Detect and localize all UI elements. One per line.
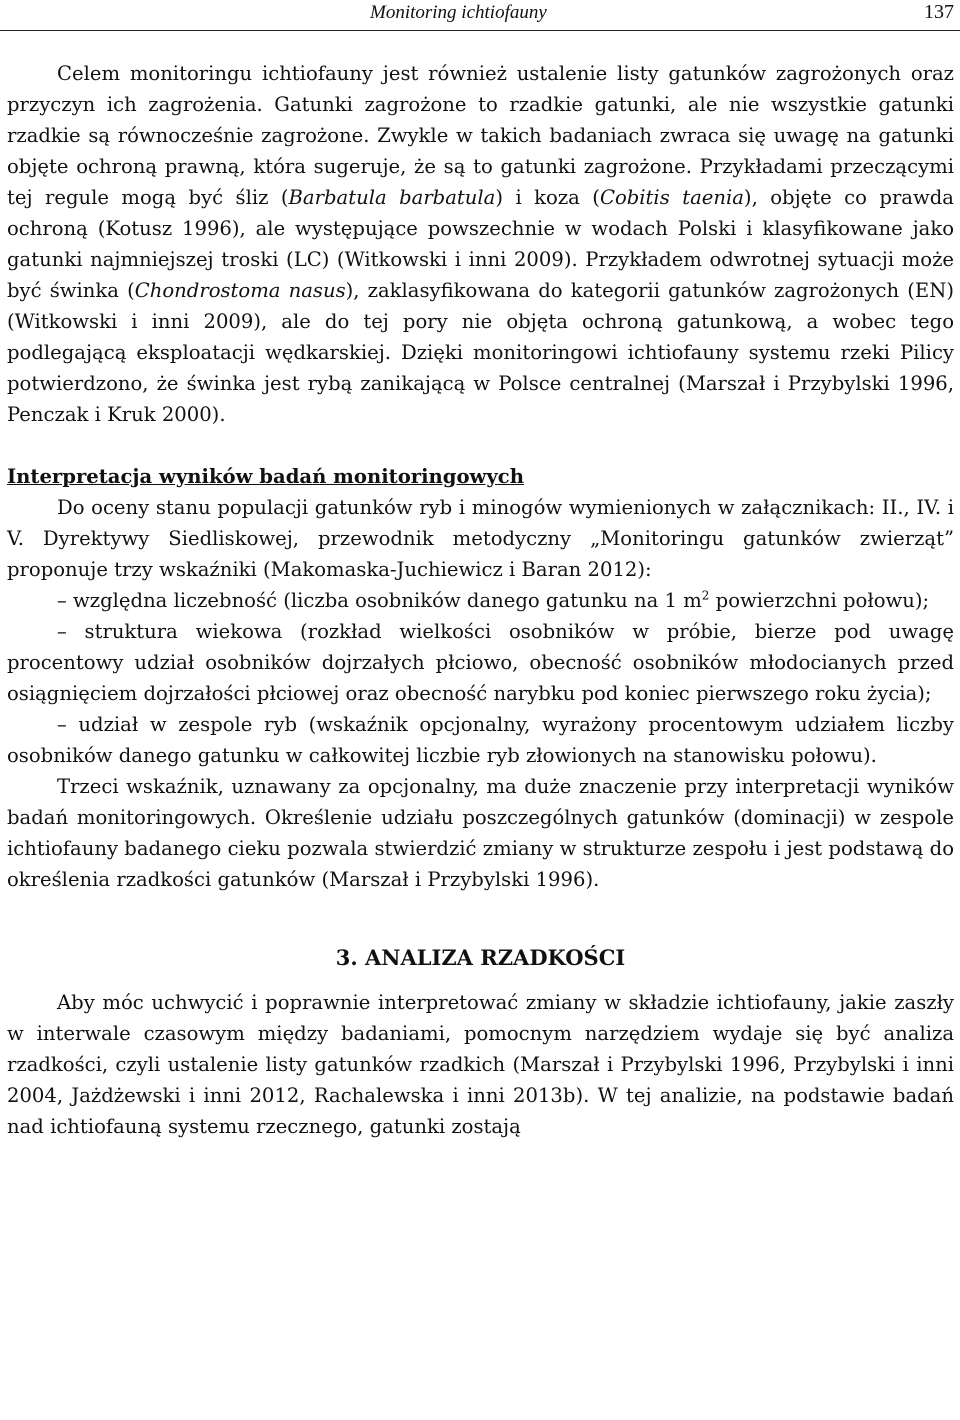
page-header — [0, 0, 960, 31]
list-item-text: powierzchni połowu); — [709, 589, 930, 612]
list-item-share-in-assemblage — [7, 709, 954, 771]
species-name: Barbatula barbatula — [288, 186, 496, 209]
paragraph-third-indicator: Trzeci wskaźnik, uznawany za opcjonalny, ma duże znaczenie przy interpretacji wyników badań monitoringowych. Określenie udziału poszczególnych gatunków (dominacji) w zespole ichtiofauny badanego cieku pozwala stwierdzić zmiany w strukturze zespołu i jest podstawą do określenia rzadkości gatunków (Marszał i Przybylski 1996). — [7, 775, 954, 891]
superscript: 2 — [701, 588, 710, 603]
species-name: Chondrostoma nasus — [134, 279, 346, 302]
spacer — [7, 895, 954, 942]
page-number: 137 — [924, 1, 954, 23]
text-run: ), objęte co prawda ochroną (Kotusz 1996), ale występujące powszechnie w wodach Polski i klasyfikowane jako gatunki najmniejszej troski (LC) (Witkowski i inni 2009). Przykładem odwrotnej sytuacji może być świnka ( — [7, 186, 954, 302]
chapter-heading-rarity-analysis: 3. ANALIZA RZADKOŚCI — [335, 945, 626, 970]
paragraph-indicators-intro: Do oceny stanu populacji gatunków ryb i minogów wymienionych w załącznikach: II., IV. i V. Dyrektywy Siedliskowej, przewodnik metodyczny „Monitoringu gatunków zwierząt” proponuje trzy wskaźniki (Makomaska-Juchiewicz i Baran 2012): — [7, 496, 954, 581]
list-item-relative-abundance — [7, 585, 954, 616]
spacer — [7, 973, 954, 987]
paragraph-rarity-analysis: Aby móc uchwycić i poprawnie interpretować zmiany w składzie ichtiofauny, jakie zaszły w interwale czasowym między badaniami, pomocnym narzędziem wydaje się być analiza rzadkości, czyli ustalenie listy gatunków rzadkich (Marszał i Przybylski 1996, Przybylski i inni 2004, Jażdżewski i inni 2012, Rachalewska i inni 2013b). W tej analizie, na podstawie badań nad ichtiofauną systemu rzecznego, gatunki zostają — [7, 991, 954, 1138]
text-run: ) i koza ( — [495, 186, 600, 209]
page-body — [7, 58, 954, 1142]
text-run: ), zaklasyfikowana do kategorii gatunków zagrożonych (EN) (Witkowski i inni 2009), ale do tej pory nie objęta ochroną gatunkową, a wobec tego podlegającą eksploatacji wędkarskiej. Dzięki monitoringowi ichtiofauny systemu rzeki Pilicy potwierdzono, że świnka jest rybą zanikającą w Polsce centralnej (Marszał i Przybylski 1996, Penczak i Kruk 2000). — [7, 279, 954, 426]
list-item-text: – struktura wiekowa (rozkład wielkości osobników w próbie, bierze pod uwagę procentowy udział osobników dojrzałych płciowo, obecność osobników młodocianych przed osiągnięciem dojrzałości płciowej oraz obecność narybku pod koniec pierwszego roku życia); — [7, 620, 954, 705]
running-title: Monitoring ichtiofauny — [370, 2, 547, 23]
text-run: Celem monitoringu ichtiofauny jest również ustalenie listy gatunków zagrożonych oraz przyczyn ich zagrożenia. Gatunki zagrożone to rzadkie gatunki, ale nie wszystkie gatunki rzadkie są równocześnie zagrożone. Zwykle w takich badaniach zwraca się uwagę na gatunki objęte ochroną prawną, która sugeruje, że są to gatunki zagrożone. Przykładami przeczącymi tej regule mogą być śliz ( — [7, 62, 954, 209]
list-item-text: – udział w zespole ryb (wskaźnik opcjonalny, wyrażony procentowym udziałem liczby osobników danego gatunku w całkowitej liczbie ryb złowionych na stanowisku połowu). — [7, 713, 954, 767]
paragraph-endangered-species — [7, 58, 954, 430]
section-heading-interpretation: Interpretacja wyników badań monitoringowych — [7, 465, 524, 488]
spacer — [7, 430, 954, 461]
list-item-age-structure — [7, 616, 954, 709]
list-item-text: – względna liczebność (liczba osobników danego gatunku na 1 m — [57, 589, 702, 612]
species-name: Cobitis taenia — [599, 186, 744, 209]
